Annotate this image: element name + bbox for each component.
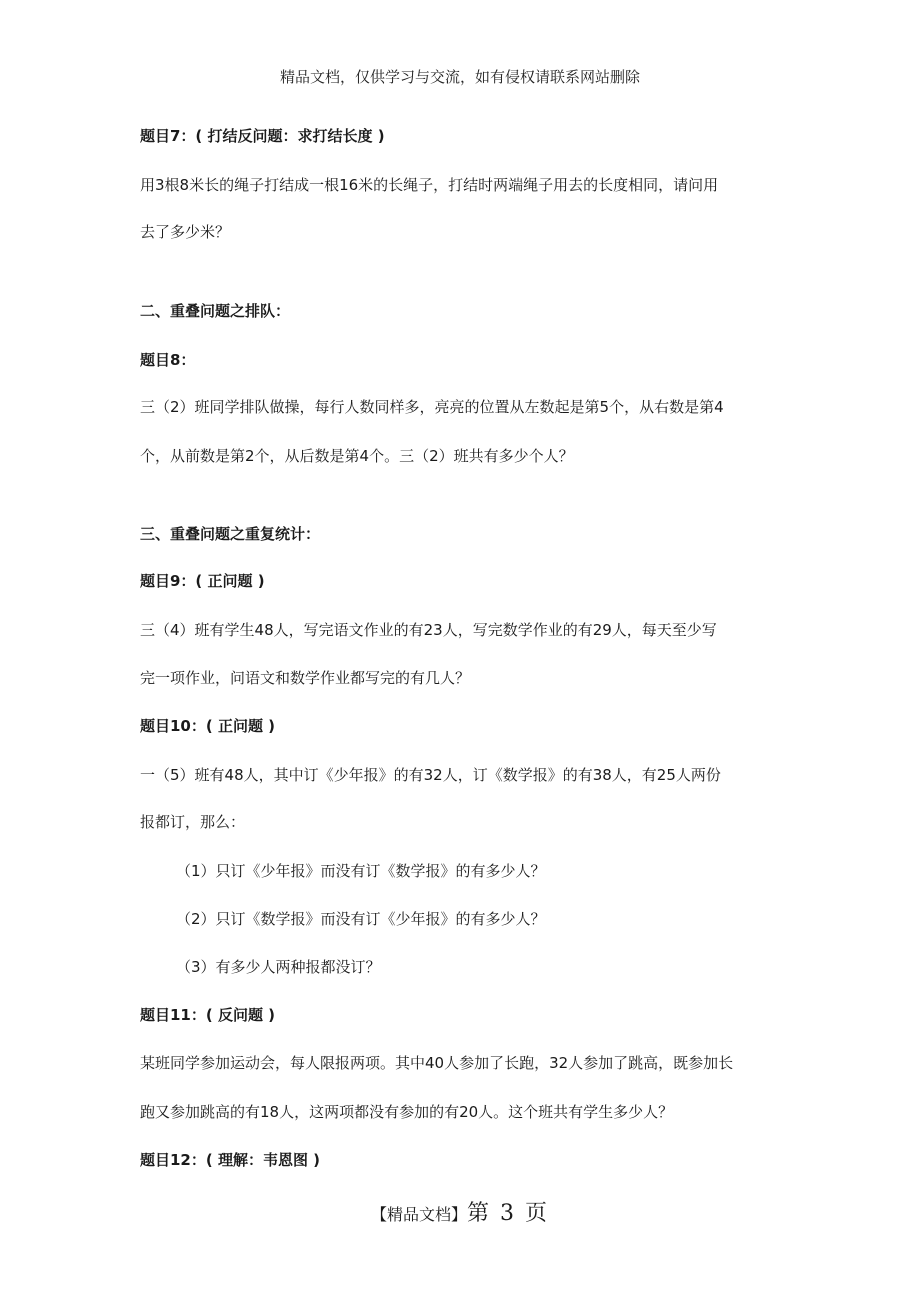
question-8-text-line2: 个，从前数是第2个，从后数是第4个。三（2）班共有多少个人？ xyxy=(140,447,574,465)
question-10-title: 题目10：( 正问题 ) xyxy=(140,717,276,735)
footer-label: 【精品文档】 xyxy=(371,1205,468,1224)
question-9-title: 题目9：( 正问题 ) xyxy=(140,572,265,590)
question-7-title: 题目7：( 打结反问题：求打结长度 ) xyxy=(140,127,385,145)
question-11-text-line2: 跑又参加跳高的有18人，这两项都没有参加的有20人。这个班共有学生多少人？ xyxy=(140,1103,674,1121)
section-3-heading: 三、重叠问题之重复统计： xyxy=(140,525,321,543)
question-9-text-line2: 完一项作业，问语文和数学作业都写完的有几人？ xyxy=(140,669,471,687)
question-12-title: 题目12：( 理解：韦恩图 ) xyxy=(140,1151,321,1169)
page-header: 精品文档，仅供学习与交流，如有侵权请联系网站删除 xyxy=(279,68,640,86)
question-7-text-line1: 用3根8米长的绳子打结成一根16米的长绳子，打结时两端绳子用去的长度相同，请问用 xyxy=(140,176,719,194)
question-10-text-line1: 一（5）班有48人，其中订《少年报》的有32人，订《数学报》的有38人，有25人两份 xyxy=(140,766,721,784)
question-11-text-line1: 某班同学参加运动会，每人限报两项。其中40人参加了长跑，32人参加了跳高，既参加长 xyxy=(140,1054,734,1072)
question-10-sub-3: （3）有多少人两种报都没订？ xyxy=(176,958,381,976)
question-9-text-line1: 三（4）班有学生48人，写完语文作业的有23人，写完数学作业的有29人，每天至少写 xyxy=(140,621,717,639)
question-10-text-line2: 报都订，那么： xyxy=(140,813,246,831)
question-10-sub-2: （2）只订《数学报》而没有订《少年报》的有多少人？ xyxy=(176,910,546,928)
page-footer xyxy=(0,1196,920,1227)
question-11-title: 题目11：( 反问题 ) xyxy=(140,1006,276,1024)
question-10-sub-1: （1）只订《少年报》而没有订《数学报》的有多少人？ xyxy=(176,862,546,880)
question-7-text-line2: 去了多少米？ xyxy=(140,223,231,241)
page-number: 第 3 页 xyxy=(467,1201,549,1226)
section-2-heading: 二、重叠问题之排队： xyxy=(140,302,291,320)
question-8-title: 题目8： xyxy=(140,351,196,369)
question-8-text-line1: 三（2）班同学排队做操，每行人数同样多，亮亮的位置从左数起是第5个，从右数是第4 xyxy=(140,398,724,416)
